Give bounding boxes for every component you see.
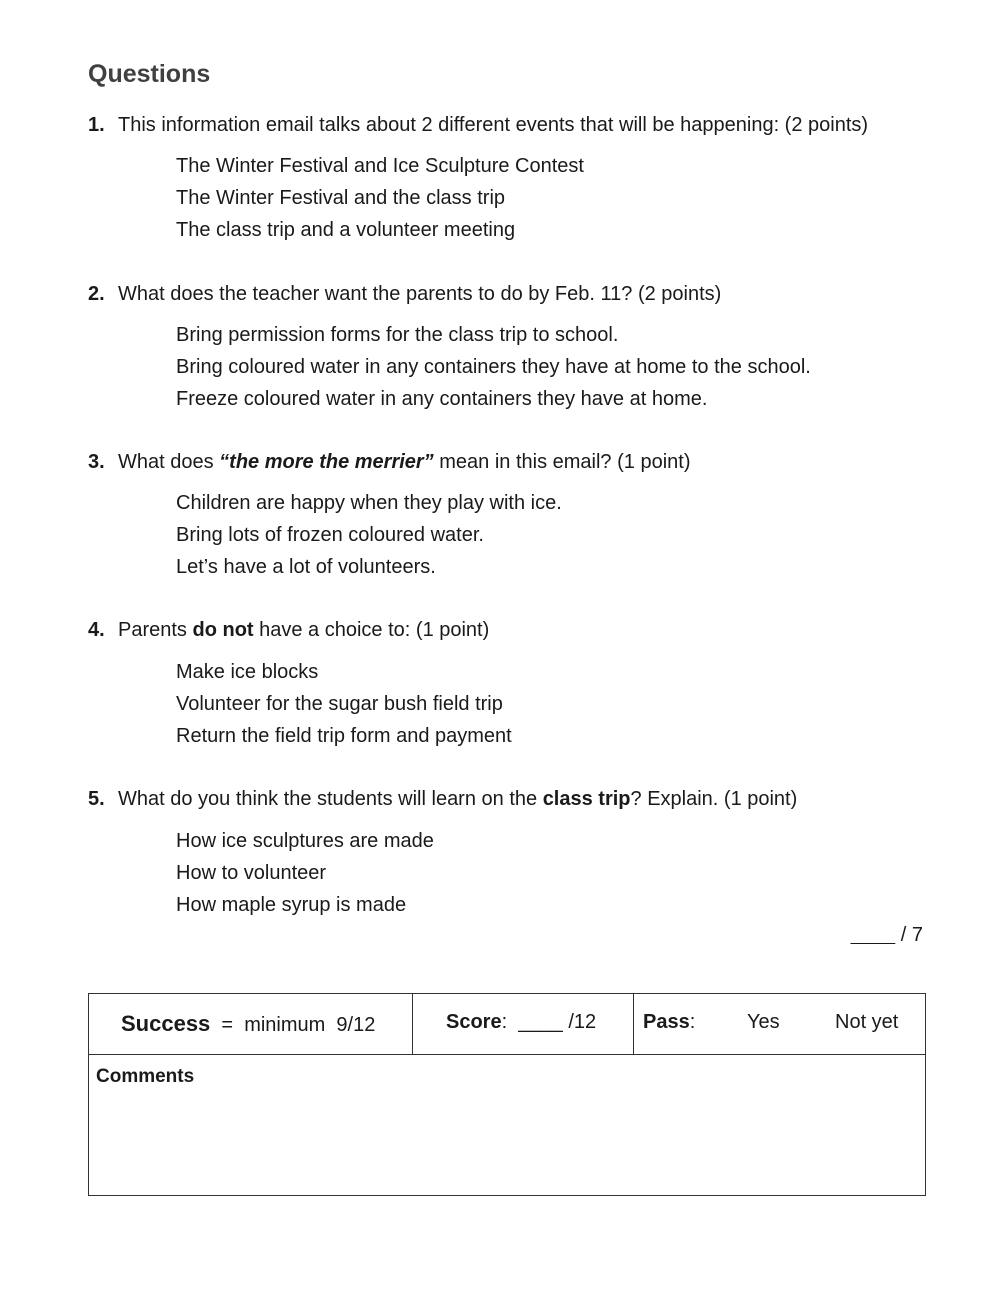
pass-text — [643, 1011, 695, 1034]
question-emphasis: do not — [192, 619, 254, 641]
question-text: This information email talks about 2 different events that will be happening: (2 points) — [118, 114, 869, 136]
question-text-after: have a choice to: (1 point) — [253, 619, 490, 641]
page-title: Questions — [88, 60, 211, 88]
question-1 — [88, 111, 868, 139]
question-text-before: What does — [118, 451, 220, 473]
question-5 — [88, 785, 797, 813]
question-1-options — [176, 150, 584, 246]
question-4 — [88, 616, 489, 644]
question-text-after: ? Explain. (1 point) — [630, 788, 798, 810]
question-number: 2. — [88, 283, 105, 305]
option[interactable]: How to volunteer — [176, 862, 327, 884]
subtotal-score — [851, 924, 923, 947]
success-criteria: = minimum 9/12 — [210, 1014, 376, 1036]
comments-label: Comments — [96, 1066, 195, 1087]
score-table — [88, 993, 926, 1196]
success-text — [121, 1011, 375, 1037]
option[interactable]: Volunteer for the sugar bush field trip — [176, 693, 503, 715]
question-3 — [88, 448, 690, 476]
question-2-options — [176, 319, 811, 415]
question-text-before: Parents — [118, 619, 193, 641]
subtotal-separator: / — [895, 924, 912, 946]
score-table-header-row — [89, 994, 925, 1055]
option[interactable]: The Winter Festival and the class trip — [176, 187, 506, 209]
option[interactable]: Freeze coloured water in any containers they have at home. — [176, 388, 708, 410]
option[interactable]: Bring lots of frozen coloured water. — [176, 524, 484, 546]
pass-cell — [634, 994, 925, 1054]
pass-not-yet-option[interactable]: Not yet — [835, 1011, 899, 1033]
score-label: Score — [446, 1011, 502, 1033]
option[interactable]: Return the field trip form and payment — [176, 725, 512, 747]
pass-colon: : — [689, 1011, 696, 1033]
success-label: Success — [121, 1011, 211, 1036]
success-cell — [89, 994, 413, 1054]
score-field[interactable]: : ____ /12 — [501, 1011, 597, 1033]
subtotal-total: 7 — [911, 924, 923, 946]
option[interactable]: Bring coloured water in any containers they have at home to the school. — [176, 356, 811, 378]
question-2 — [88, 280, 721, 308]
question-number: 4. — [88, 619, 105, 641]
question-number: 3. — [88, 451, 105, 473]
option[interactable]: Bring permission forms for the class trip to school. — [176, 324, 619, 346]
question-number: 1. — [88, 114, 105, 136]
question-emphasis: class trip — [542, 788, 631, 810]
option[interactable]: The class trip and a volunteer meeting — [176, 219, 516, 241]
question-number: 5. — [88, 788, 105, 810]
option[interactable]: How maple syrup is made — [176, 894, 407, 916]
option[interactable]: Children are happy when they play with ice. — [176, 492, 562, 514]
question-3-options — [176, 487, 562, 583]
option[interactable]: How ice sculptures are made — [176, 830, 434, 852]
pass-yes-option[interactable]: Yes — [747, 1011, 780, 1033]
option[interactable]: Let’s have a lot of volunteers. — [176, 556, 436, 578]
question-text-before: What do you think the students will learn on the — [118, 788, 543, 810]
question-5-options — [176, 825, 434, 921]
subtotal-blank[interactable]: _____ — [850, 928, 896, 945]
question-text: What does the teacher want the parents to do by Feb. 11? (2 points) — [118, 283, 722, 305]
pass-label: Pass — [643, 1011, 690, 1033]
option[interactable]: Make ice blocks — [176, 661, 319, 683]
question-text-after: mean in this email? (1 point) — [433, 451, 691, 473]
score-text — [446, 1011, 596, 1034]
question-4-options — [176, 656, 512, 752]
question-emphasis: “the more the merrier” — [219, 451, 434, 473]
score-cell — [413, 994, 634, 1054]
option[interactable]: The Winter Festival and Ice Sculpture Contest — [176, 155, 584, 177]
